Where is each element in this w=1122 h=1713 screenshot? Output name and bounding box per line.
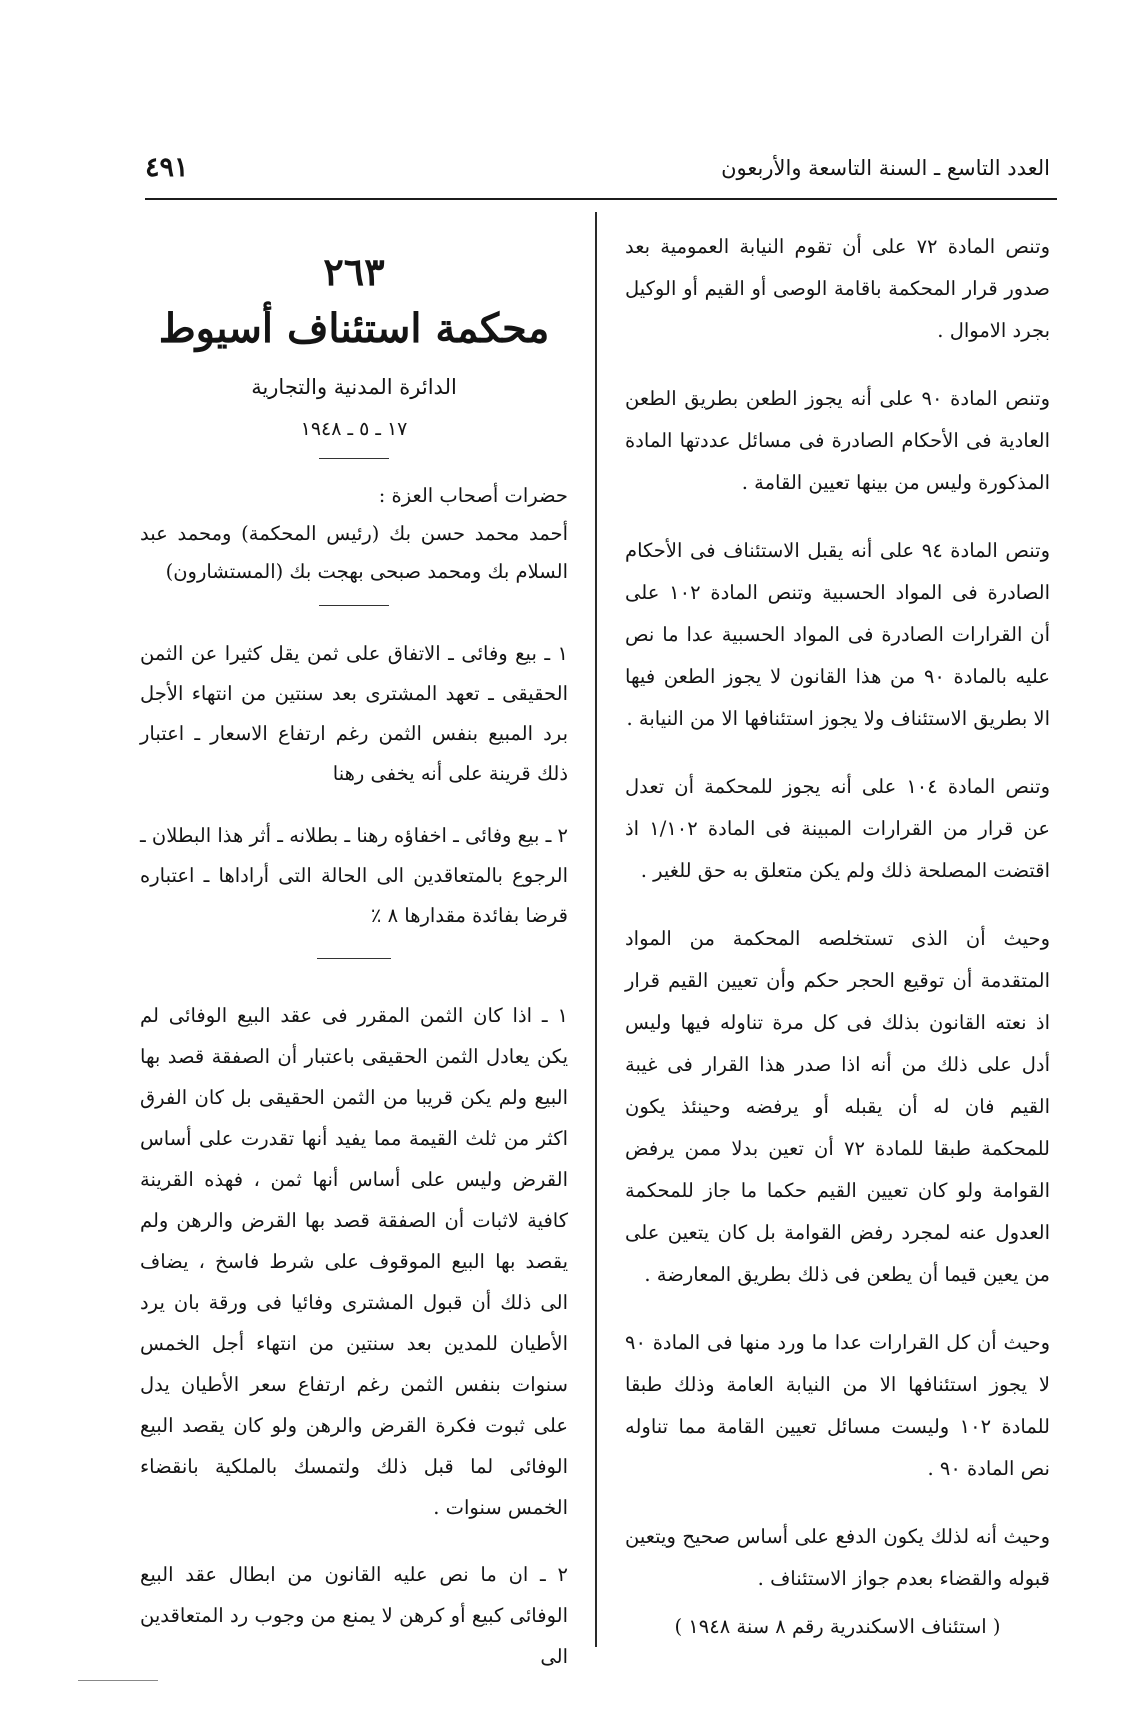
paragraph-appeal-limits: وحيث أن كل القرارات عدا ما ورد منها فى المادة ٩٠ لا يجوز استئنافها الا من النيابة العامة وذلك طبقا للمادة ١٠٢ وليست مسائل تعيين القامة مما تناوله نص المادة ٩٠ . <box>625 1331 1050 1480</box>
paragraph-article-94: وتنص المادة ٩٤ على أنه يقبل الاستئناف فى الأحكام الصادرة فى المواد الحسبية وتنص المادة ١٠٢ على أن القرارات الصادرة فى المواد الحسبية عدا ما نص عليه بالمادة ٩٠ من هذا القانون لا يجوز الطعن فيها الا بطريق الاستئناف ولا يجوز استئنافها الا من النيابة . <box>625 539 1050 730</box>
paragraph-court-reasoning: وحيث أن الذى تستخلصه المحكمة من المواد المتقدمة أن توقيع الحجر حكم وأن تعيين القيم قرار اذ نعته القانون بذلك فى كل مرة تناوله فيها وليس أدل على ذلك من أنه اذا صدر هذا القرار فى غيبة القيم فان له أن يقبله أو يرفضه وحينئذ يكون للمحكمة طبقا للمادة ٧٢ أن تعين بدلا ممن يرفض القوامة ولو كان تعيين القيم حكما ما جاز للمحكمة العدول عنه لمجرد رفض القوامة بل كان يتعين على من يعين قيما أن يطعن فى ذلك بطريق المعارضة . <box>625 927 1050 1286</box>
column-divider <box>595 212 597 1647</box>
summary-point-2: ٢ ـ بيع وفائى ـ اخفاؤه رهنا ـ بطلانه ـ أثر هذا البطلان ـ الرجوع بالمتعاقدين الى الحالة التى أراداها ـ اعتباره قرضا بفائدة مقدارها ٨ ٪ <box>140 824 568 927</box>
judges-label: حضرات أصحاب العزة : <box>378 484 568 507</box>
paragraph-article-90: وتنص المادة ٩٠ على أنه يجوز الطعن بطريق الطعن العادية فى الأحكام الصادرة فى مسائل عددتها المادة المذكورة وليس من بينها تعيين القامة . <box>625 387 1050 494</box>
page-header <box>145 152 1050 192</box>
summary-point-1: ١ ـ بيع وفائى ـ الاتفاق على ثمن يقل كثيرا عن الثمن الحقيقى ـ تعهد المشترى بعد سنتين من انتهاء الأجل برد المبيع بنفس الثمن رغم ارتفاع الاسعار ـ اعتبار ذلك قرينة على أنه يخفى رهنا <box>140 642 568 785</box>
running-title: العدد التاسع ـ السنة التاسعة والأربعون <box>721 156 1050 180</box>
case-number: ٢٦٣ <box>323 249 385 294</box>
separator-rule <box>319 605 389 606</box>
judges-names: أحمد محمد حسن بك (رئيس المحكمة) ومحمد عبد السلام بك ومحمد صبحى بهجت بك (المستشارون) <box>140 522 568 583</box>
separator-rule <box>319 458 389 459</box>
principle-2: ٢ ـ ان ما نص عليه القانون من ابطال عقد البيع الوفائى كبيع أو كرهن لا يمنع من وجوب رد المتعاقدين الى <box>140 1563 568 1668</box>
paragraph-article-104: وتنص المادة ١٠٤ على أنه يجوز للمحكمة أن تعدل عن قرار من القرارات المبينة فى المادة ١/١٠٢ اذ اقتضت المصلحة ذلك ولم يكن متعلق به حق للغير . <box>625 775 1050 882</box>
paragraph-conclusion: وحيث أنه لذلك يكون الدفع على أساس صحيح ويتعين قبوله والقضاء بعدم جواز الاستئناف . <box>625 1525 1050 1590</box>
paragraph-article-72: وتنص المادة ٧٢ على أن تقوم النيابة العمومية بعد صدور قرار المحكمة باقامة الوصى أو القيم أو الوكيل بجرد الاموال . <box>625 235 1050 342</box>
judgment-date: ١٧ ـ ٥ ـ ١٩٤٨ <box>300 418 408 440</box>
principle-1: ١ ـ اذا كان الثمن المقرر فى عقد البيع الوفائى لم يكن يعادل الثمن الحقيقى باعتبار أن الصفقة قصد بها البيع ولم يكن قريبا من الثمن الحقيقى بل كان الفرق اكثر من ثلث القيمة مما يفيد أنها تقدرت على أساس القرض وليس على أساس أنها ثمن ، فهذه القرينة كافية لاثبات أن الصفقة قصد بها القرض والرهن ولم يقصد بها البيع الموقوف على شرط فاسخ ، يضاف الى ذلك أن قبول المشترى وفائيا فى ورقة بان يرد الأطيان للمدين بعد سنتين من انتهاء أجل الخمس سنوات بنفس الثمن رغم ارتفاع سعر الأطيان يدل على ثبوت فكرة القرض والرهن ولو كان يقصد البيع الوفائى لما قبل ذلك ولتمسك بالملكية بانقضاء الخمس سنوات . <box>140 1004 568 1519</box>
left-column <box>140 226 568 1703</box>
court-name: محكمة استئناف أسيوط <box>158 305 550 352</box>
case-citation: ( استئناف الاسكندرية رقم ٨ سنة ١٩٤٨ ) <box>674 1615 1001 1638</box>
separator-rule <box>317 958 391 959</box>
footer-mark <box>78 1680 158 1681</box>
header-rule <box>145 198 1057 200</box>
court-circuit: الدائرة المدنية والتجارية <box>251 375 457 399</box>
page-number: ٤٩١ <box>145 152 189 183</box>
right-column <box>625 226 1050 1674</box>
